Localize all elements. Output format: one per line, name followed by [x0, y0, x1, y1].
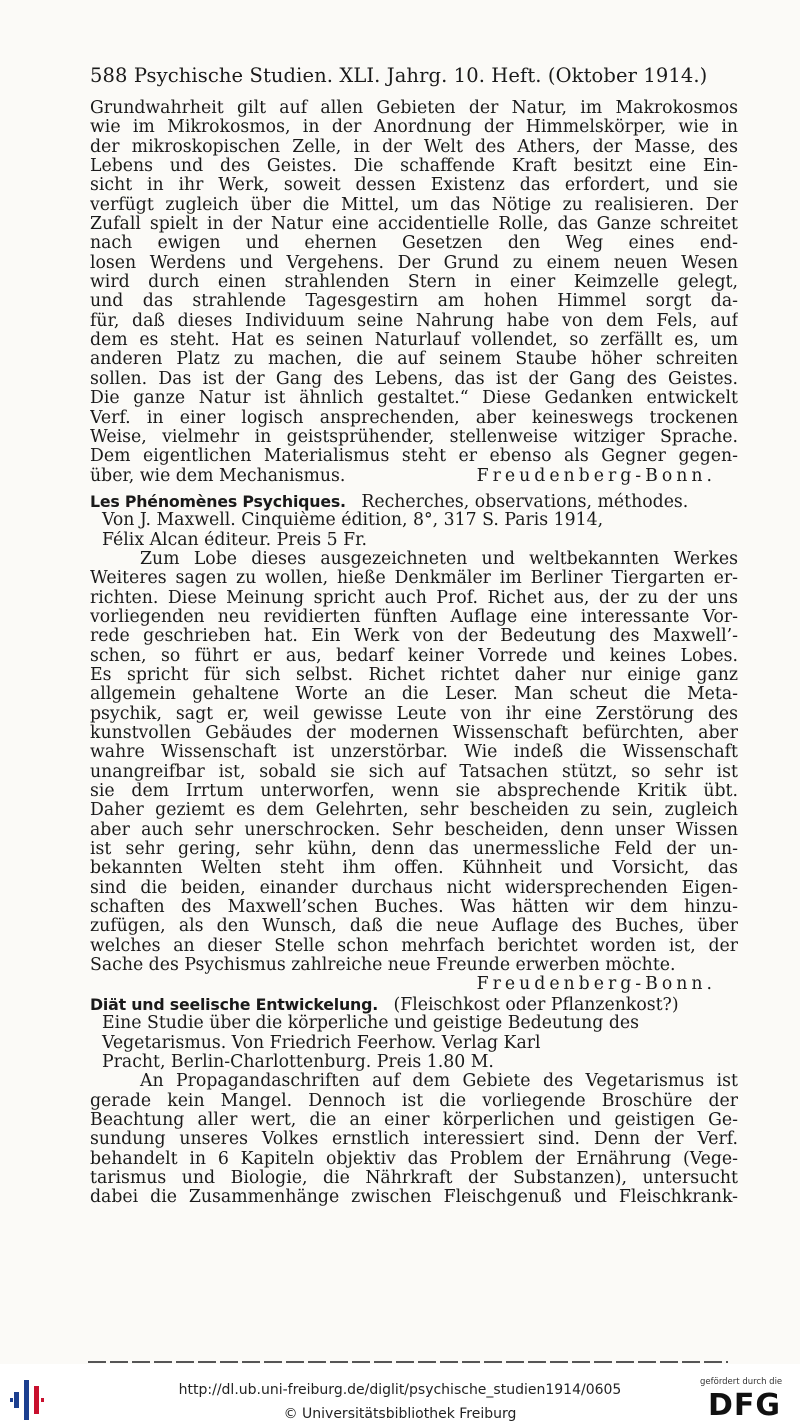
text-line: schaften des Maxwell’schen Buches. Was hätten wir dem hinzu- — [90, 898, 738, 918]
review-3-text — [90, 1072, 738, 1207]
text-line: anderen Platz zu machen, die auf seinem Staube höher schreiten — [90, 350, 738, 370]
review-3-title: Diät und seelische Entwickelung. — [90, 994, 378, 1014]
text-line: sicht in ihr Werk, soweit dessen Existenz das erfordert, und sie — [90, 176, 738, 196]
text-line: Es spricht für sich selbst. Richet richtet daher nur einige ganz — [90, 665, 738, 685]
text-line: unangreifbar ist, sobald sie sich auf Tatsachen stützt, so sehr ist — [90, 762, 738, 782]
text-line: dabei die Zusammenhänge zwischen Fleischgenuß und Fleischkrank- — [90, 1188, 738, 1208]
review-2-text — [90, 550, 738, 956]
page-bottom-rule — [88, 1361, 728, 1363]
text-line: behandelt in 6 Kapiteln objektiv das Problem der Ernährung (Vege- — [90, 1149, 738, 1169]
review-1-last-line-text: über, wie dem Mechanismus. — [90, 466, 346, 486]
text-line: allgemein gehaltene Worte an die Leser. Man scheut die Meta- — [90, 685, 738, 705]
page-body — [90, 99, 738, 1208]
review-2-title-line — [90, 492, 738, 511]
text-line: Beachtung aller wert, die an einer körperlichen und geistigen Ge- — [90, 1110, 738, 1130]
text-line: tarismus und Biologie, die Nährkraft der Substanzen), untersucht — [90, 1168, 738, 1188]
text-line: sind die beiden, einander durchaus nicht widersprechenden Eigen- — [90, 878, 738, 898]
review-1-signature: Freudenberg-Bonn. — [476, 466, 716, 486]
review-2-meta-line: Von J. Maxwell. Cinquième édition, 8°, 317 S. Paris 1914, — [102, 511, 604, 531]
source-url-link[interactable]: http://dl.ub.uni-freiburg.de/diglit/psychische_studien1914/0605 — [178, 1382, 622, 1398]
text-line: schen, so führt er aus, bedarf keiner Vorrede und keines Lobes. — [90, 646, 738, 666]
text-line: Dem eigentlichen Materialismus steht er ebenso als Gegner gegen- — [90, 447, 738, 467]
text-line: welches an dieser Stelle schon mehrfach berichtet worden ist, der — [90, 936, 738, 956]
text-line: richten. Diese Meinung spricht auch Prof. Richet aus, der zu der uns — [90, 588, 738, 608]
text-line: kunstvollen Gebäudes der modernen Wissenschaft befürchten, aber — [90, 724, 738, 743]
dfg-funding-note: gefördert durch die — [700, 1377, 783, 1387]
text-line: Daher geziemt es dem Gelehrten, sehr bescheiden zu sein, zugleich — [90, 801, 738, 821]
viewer-footer — [0, 1372, 800, 1428]
review-2-signature: Freudenberg-Bonn. — [476, 975, 716, 995]
text-line: Grundwahrheit gilt auf allen Gebieten der Natur, im Makrokosmos — [90, 99, 738, 118]
text-line: Zufall spielt in der Natur eine accidentielle Rolle, das Ganze schreitet — [90, 215, 738, 235]
review-2-title: Les Phénomènes Psychiques. — [90, 491, 346, 511]
text-line: sollen. Das ist der Gang des Lebens, das ist der Gang des Geistes. — [90, 369, 738, 389]
text-line: Lebens und des Geistes. Die schaffende Kraft besitzt eine Ein- — [90, 157, 738, 177]
text-line: losen Werdens und Vergehens. Der Grund zu einem neuen Wesen — [90, 253, 738, 273]
text-line: Weiteres sagen zu wollen, hieße Denkmäler im Berliner Tiergarten er- — [90, 569, 738, 589]
text-line: zufügen, als den Wunsch, daß die neue Auflage des Buches, über — [90, 917, 738, 937]
text-line: sie dem Irrtum unterworfen, wenn sie absprechende Kritik übt. — [90, 782, 738, 802]
text-line: psychik, sagt er, weil gewisse Leute von ihr eine Zerstörung des — [90, 704, 738, 724]
text-line: An Propagandaschriften auf dem Gebiete des Vegetarismus ist — [140, 1072, 738, 1092]
text-line: wird durch einen strahlenden Stern in einer Keimzelle gelegt, — [90, 273, 738, 293]
dfg-logo: DFG — [708, 1388, 782, 1423]
running-header: 588 Psychische Studien. XLI. Jahrg. 10. Heft. (Oktober 1914.) — [90, 64, 708, 87]
text-line: rede geschrieben hat. Ein Werk von der Bedeutung des Maxwell’- — [90, 627, 738, 647]
text-line: vorliegenden neu revidierten fünften Auflage eine interessante Vor- — [90, 607, 738, 627]
review-1-text — [90, 99, 738, 467]
text-line: Zum Lobe dieses ausgezeichneten und weltbekannten Werkes — [140, 549, 738, 569]
review-2-last-line: Sache des Psychismus zahlreiche neue Freunde erwerben möchte. — [90, 956, 676, 976]
text-line: dem es steht. Hat es seinen Naturlauf vollendet, so zerfällt es, um — [90, 331, 738, 351]
review-3-meta-line: Vegetarismus. Von Friedrich Feerhow. Verlag Karl — [102, 1033, 541, 1053]
text-line: Weise, vielmehr in geistsprühender, stellenweise witziger Sprache. — [90, 427, 738, 447]
text-line: für, daß dieses Individuum seine Nahrung habe von dem Fels, auf — [90, 311, 738, 331]
review-2-meta-line: Félix Alcan éditeur. Preis 5 Fr. — [102, 530, 367, 550]
text-line: gerade kein Mangel. Dennoch ist die vorliegende Broschüre der — [90, 1091, 738, 1111]
text-line: der mikroskopischen Zelle, in der Welt des Äthers, der Masse, des — [90, 137, 738, 157]
text-line: wie im Mikrokosmos, in der Anordnung der Himmelskörper, wie in — [90, 118, 738, 138]
review-3-title-line — [90, 995, 738, 1014]
text-line: aber auch sehr unerschrocken. Sehr bescheiden, denn unser Wissen — [90, 820, 738, 840]
review-3-meta-line: Eine Studie über die körperliche und geistige Bedeutung des — [102, 1014, 639, 1034]
review-2-title-rest: Recherches, observations, méthodes. — [361, 491, 689, 512]
text-line: Die ganze Natur ist ähnlich gestaltet.“ Diese Gedanken entwickelt — [90, 389, 738, 409]
text-line: wahre Wissenschaft ist unzerstörbar. Wie indeß die Wissenschaft — [90, 743, 738, 763]
review-1-last-line — [90, 467, 738, 486]
text-line: und das strahlende Tagesgestirn am hohen Himmel sorgt da- — [90, 292, 738, 312]
text-line: verfügt zugleich über die Mittel, um das Nötige zu realisieren. Der — [90, 195, 738, 215]
text-line: nach ewigen und ehernen Gesetzen den Weg eines end- — [90, 234, 738, 254]
copyright-notice: © Universitätsbibliothek Freiburg — [283, 1406, 517, 1422]
review-3-title-rest: (Fleischkost oder Pflanzenkost?) — [393, 994, 679, 1015]
review-3-meta-line: Pracht, Berlin-Charlottenburg. Preis 1.80 M. — [102, 1052, 494, 1072]
text-line: Verf. in einer logisch ansprechenden, aber keineswegs trockenen — [90, 408, 738, 428]
text-line: bekannten Welten steht ihm offen. Kühnheit und Vorsicht, das — [90, 859, 738, 879]
text-line: ist sehr gering, sehr kühn, denn das unermessliche Feld der un- — [90, 840, 738, 860]
text-line: sundung unseres Volkes ernstlich interessiert sind. Denn der Verf. — [90, 1130, 738, 1150]
